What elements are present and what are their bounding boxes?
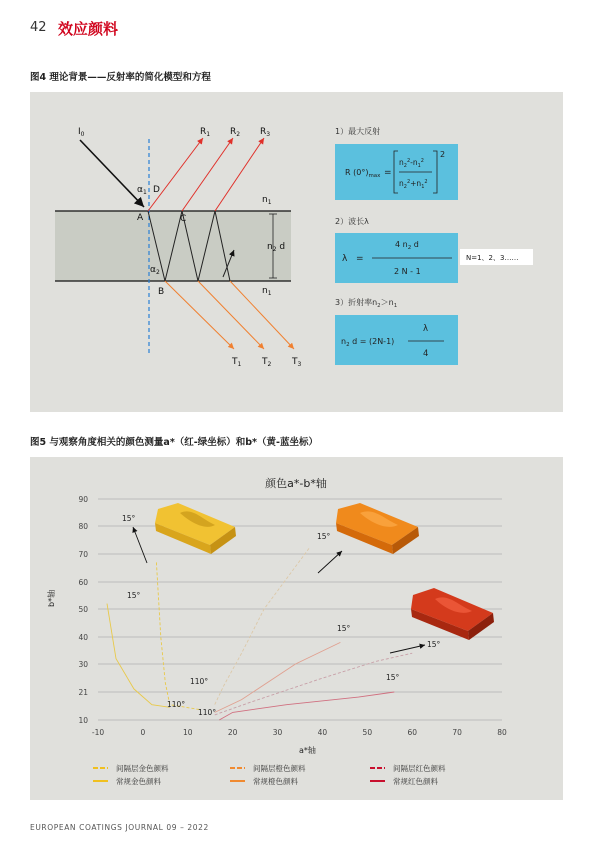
label-point-b: B [158, 287, 165, 297]
eq2-side-note: N=1、2、3…… [466, 254, 519, 262]
legend-label: 常规红色颜料 [393, 777, 438, 786]
fig5-panel [30, 457, 563, 800]
y-tick-label: 80 [78, 522, 88, 531]
angle-label: 15° [337, 624, 351, 633]
eq3-numerator: λ [423, 324, 429, 334]
eq3-denominator: 4 [423, 349, 429, 359]
label-point-d: D [153, 185, 160, 195]
series-line [219, 692, 394, 720]
incident-ray [80, 140, 144, 207]
section-title: 效应颜料 [58, 20, 119, 38]
fig5-caption: 图5 与观察角度相关的颜色测量a*（红-绿坐标）和b*（黄-蓝坐标） [30, 437, 318, 448]
eq2-denominator: 2 N - 1 [394, 267, 421, 276]
y-tick-label: 90 [78, 495, 88, 504]
y-axis-label: b*轴 [47, 589, 56, 607]
angle-label: 15° [427, 640, 441, 649]
footer: EUROPEAN COATINGS JOURNAL 09 – 2022 [30, 823, 209, 832]
angle-label: 15° [122, 514, 136, 523]
x-tick-label: 70 [452, 728, 462, 737]
label-alpha2: $\alpha_2$ [150, 265, 160, 276]
label-t1: $T_1$ [232, 357, 242, 368]
eq1-denominator: $n_2^2+n_1^2$ [399, 179, 428, 190]
fig4-panel [30, 92, 563, 412]
red-view-arrow [390, 645, 425, 653]
eq2-equals: = [356, 254, 364, 264]
y-tick-label: 30 [78, 660, 88, 669]
y-tick-label: 21 [78, 688, 88, 697]
red-pigment-sample [411, 588, 494, 640]
x-axis-label: a*轴 [299, 746, 316, 755]
eq3-label: 3）折射率$n_2>n_1$ [335, 298, 398, 309]
legend-label: 常规金色颜料 [116, 777, 161, 786]
reflected-ray-1 [148, 138, 203, 211]
eq1-numerator: $n_2^2-n_1^2$ [399, 158, 424, 169]
eq3-lhs: $n_2$ d = (2N-1) [341, 337, 395, 348]
eq2-numerator: 4 $n_2$ d [395, 240, 419, 251]
orange-pigment-sample [336, 503, 419, 554]
angle-label: 15° [317, 532, 331, 541]
chart-title: 颜色a*-b*轴 [265, 477, 327, 490]
x-tick-label: 40 [317, 728, 328, 737]
x-tick-label: 60 [407, 728, 417, 737]
legend-label: 常规橙色颜料 [253, 777, 298, 786]
series-line [156, 562, 201, 709]
fig4-caption: 图4 理论背景——反射率的简化模型和方程 [30, 72, 211, 83]
page-number: 42 [30, 20, 47, 35]
y-tick-label: 70 [78, 550, 88, 559]
y-tick-label: 60 [78, 578, 88, 587]
eq1-equals: = [384, 168, 392, 178]
series-line [215, 653, 413, 715]
label-r2: $R_2$ [230, 127, 241, 138]
angle-label: 15° [127, 591, 141, 600]
reflected-ray-3 [215, 138, 264, 211]
x-tick-label: 10 [183, 728, 193, 737]
y-tick-label: 10 [78, 716, 88, 725]
gold-view-arrow [133, 527, 147, 563]
y-tick-label: 50 [78, 605, 88, 614]
x-tick-label: 80 [497, 728, 507, 737]
angle-label: 110° [198, 708, 217, 717]
eq2-label: 2）波长λ [335, 217, 369, 226]
angle-label: 15° [386, 673, 400, 682]
legend-label: 间隔层金色颜料 [116, 764, 169, 773]
label-n2d: $n_2$ d [267, 242, 286, 253]
eq1-label: 1）最大反射 [335, 127, 381, 136]
angle-label: 110° [167, 700, 186, 709]
transmitted-ray-2 [198, 281, 264, 349]
label-t3: $T_3$ [292, 357, 302, 368]
fig4-diagram [30, 92, 563, 412]
label-r3: $R_3$ [260, 127, 271, 138]
label-n1-top: $n_1$ [262, 195, 272, 206]
legend-label: 间隔层橙色颜料 [253, 764, 306, 773]
series-line [215, 548, 309, 704]
transmitted-ray-1 [165, 281, 234, 349]
color-chart [30, 457, 563, 800]
eq1-lhs: R $(0^\circ)_{max}$ [345, 168, 381, 179]
label-alpha1: $\alpha_1$ [137, 185, 147, 196]
eq1-power: 2 [440, 150, 446, 159]
label-point-a: A [137, 213, 144, 223]
x-tick-label: 0 [140, 728, 146, 737]
legend [93, 763, 446, 786]
eq2-lhs: λ [342, 254, 348, 264]
angle-label: 110° [190, 677, 209, 686]
label-point-c: C [180, 214, 187, 224]
reflected-ray-2 [182, 138, 233, 211]
x-tick-label: 20 [227, 728, 238, 737]
label-r1: $R_1$ [200, 127, 211, 138]
series-line [215, 642, 341, 712]
x-tick-label: -10 [91, 728, 105, 737]
x-tick-label: 30 [272, 728, 283, 737]
gold-pigment-sample [155, 503, 236, 554]
label-t2: $T_2$ [262, 357, 272, 368]
label-incident: $I_0$ [78, 127, 85, 138]
label-n1-bottom: $n_1$ [262, 286, 272, 297]
x-tick-label: 50 [362, 728, 373, 737]
legend-label: 间隔层红色颜料 [393, 764, 446, 773]
y-tick-label: 40 [78, 633, 88, 642]
